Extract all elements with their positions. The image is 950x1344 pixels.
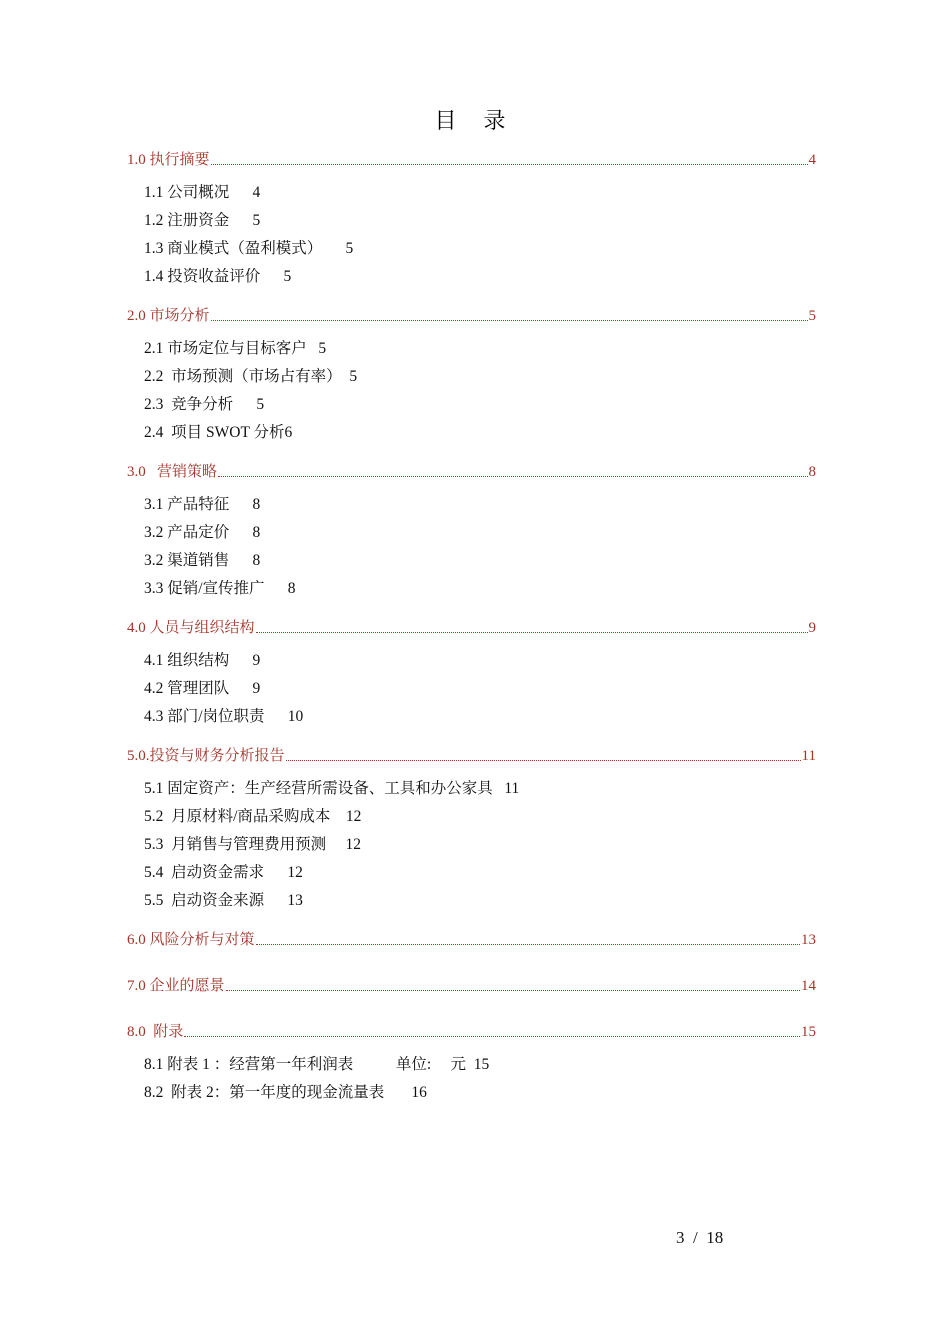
toc-item[interactable]: 3.3 促销/宣传推广 8 xyxy=(144,580,296,597)
toc-item[interactable]: 1.3 商业模式（盈利模式） 5 xyxy=(144,240,354,257)
toc-section-label: 7.0 企业的愿景 xyxy=(127,978,225,994)
toc-section-page: 5 xyxy=(808,308,816,324)
toc-title: 目 录 xyxy=(434,109,516,134)
toc-section-page: 9 xyxy=(808,620,816,636)
toc-item[interactable]: 1.1 公司概况 4 xyxy=(144,184,261,201)
toc-section-page: 8 xyxy=(808,464,816,480)
toc-item[interactable]: 3.2 渠道销售 8 xyxy=(144,552,261,569)
toc-section-page: 15 xyxy=(801,1024,816,1040)
toc-item[interactable]: 8.1 附表 1 ：经营第一年利润表 单位: 元 15 xyxy=(144,1056,490,1073)
toc-section-label: 1.0 执行摘要 xyxy=(127,152,210,168)
toc-item[interactable]: 1.2 注册资金 5 xyxy=(144,212,261,229)
toc-section-6[interactable] xyxy=(127,928,816,950)
toc-item[interactable]: 4.3 部门/岗位职责 10 xyxy=(144,708,304,725)
toc-section-3[interactable] xyxy=(127,460,816,482)
toc-section-label: 2.0 市场分析 xyxy=(127,308,210,324)
toc-leader-dots xyxy=(226,989,800,991)
toc-section-page: 13 xyxy=(801,932,816,948)
toc-item[interactable]: 2.1 市场定位与目标客户 5 xyxy=(144,340,327,357)
toc-section-label: 5.0.投资与财务分析报告 xyxy=(127,748,285,764)
toc-section-label: 3.0 营销策略 xyxy=(127,464,218,480)
toc-item[interactable]: 5.1 固定资产：生产经营所需设备、工具和办公家具 11 xyxy=(144,780,520,797)
toc-section-page: 4 xyxy=(808,152,816,168)
toc-leader-dots xyxy=(211,163,808,165)
toc-item[interactable]: 2.4 项目 SWOT 分析6 xyxy=(144,424,293,441)
toc-item[interactable]: 8.2 附表 2：第一年度的现金流量表 16 xyxy=(144,1084,427,1101)
toc-section-page: 11 xyxy=(801,748,816,764)
toc-item[interactable]: 2.3 竞争分析 5 xyxy=(144,396,265,413)
toc-leader-dots xyxy=(218,475,807,477)
toc-leader-dots xyxy=(211,319,808,321)
toc-item[interactable]: 4.2 管理团队 9 xyxy=(144,680,261,697)
toc-item[interactable]: 3.1 产品特征 8 xyxy=(144,496,261,513)
toc-leader-dots xyxy=(286,759,801,761)
toc-leader-dots xyxy=(256,943,800,945)
toc-section-label: 8.0 附录 xyxy=(127,1024,184,1040)
page-number: 3 / 18 xyxy=(676,1228,724,1247)
toc-item[interactable]: 5.2 月原材料/商品采购成本 12 xyxy=(144,808,362,825)
toc-section-page: 14 xyxy=(801,978,816,994)
toc-section-8[interactable] xyxy=(127,1020,816,1042)
toc-section-5[interactable] xyxy=(127,744,816,766)
toc-leader-dots xyxy=(256,631,808,633)
toc-section-7[interactable] xyxy=(127,974,816,996)
toc-section-label: 6.0 风险分析与对策 xyxy=(127,932,255,948)
toc-item[interactable]: 4.1 组织结构 9 xyxy=(144,652,261,669)
toc-section-1[interactable] xyxy=(127,148,816,170)
toc-item[interactable]: 2.2 市场预测（市场占有率） 5 xyxy=(144,368,358,385)
toc-section-label: 4.0 人员与组织结构 xyxy=(127,620,255,636)
toc-item[interactable]: 5.3 月销售与管理费用预测 12 xyxy=(144,836,362,853)
toc-item[interactable]: 3.2 产品定价 8 xyxy=(144,524,261,541)
toc-section-4[interactable] xyxy=(127,616,816,638)
toc-item[interactable]: 5.5 启动资金来源 13 xyxy=(144,892,303,909)
toc-item[interactable]: 1.4 投资收益评价 5 xyxy=(144,268,292,285)
toc-leader-dots xyxy=(184,1035,800,1037)
toc-section-2[interactable] xyxy=(127,304,816,326)
toc-item[interactable]: 5.4 启动资金需求 12 xyxy=(144,864,303,881)
